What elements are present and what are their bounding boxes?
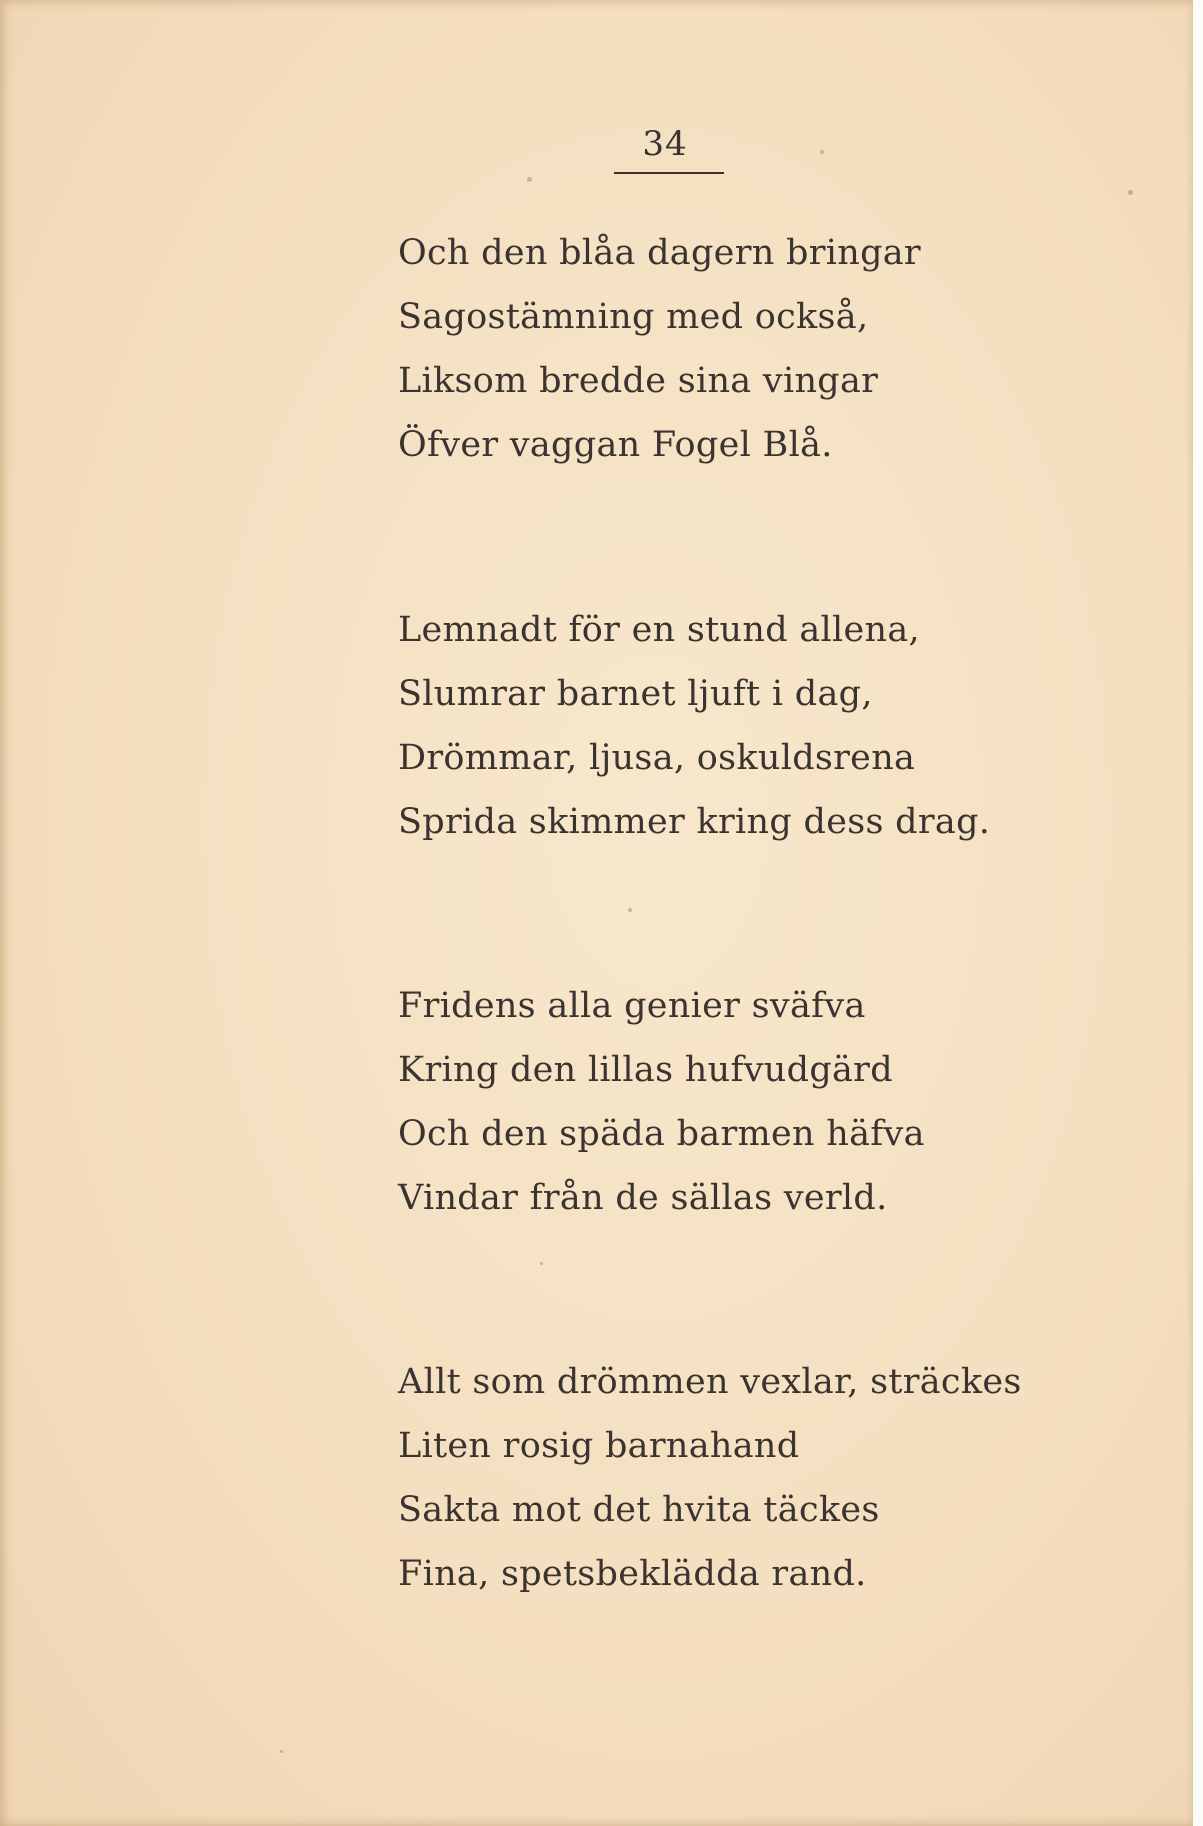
- poem-line: Vindar från de sällas verld.: [398, 1178, 888, 1218]
- paper-speck: [540, 1262, 543, 1265]
- poem-line: Drömmar, ljusa, oskuldsrena: [398, 738, 916, 778]
- stanza-3: [398, 974, 925, 1230]
- poem-line: Lemnadt för en stund allena,: [398, 610, 920, 650]
- poem-line: Och den späda barmen häfva: [398, 1114, 925, 1154]
- poem-line: Fridens alla genier sväfva: [398, 986, 866, 1026]
- poem-line: Sprida skimmer kring dess drag.: [398, 802, 991, 842]
- stanza-1: [398, 221, 921, 477]
- paper-speck: [1128, 190, 1133, 195]
- poem-line: Sakta mot det hvita täckes: [398, 1490, 880, 1530]
- page-number-rule: [614, 172, 724, 174]
- stanza-2: [398, 598, 990, 854]
- poem-line: Öfver vaggan Fogel Blå.: [398, 425, 833, 465]
- paper-speck: [527, 177, 532, 182]
- poem-line: Liten rosig barnahand: [398, 1426, 800, 1466]
- poem-line: Sagostämning med också,: [398, 297, 869, 337]
- paper-speck: [280, 1750, 283, 1753]
- poem-line: Fina, spetsbeklädda rand.: [398, 1554, 867, 1594]
- paper-speck: [628, 908, 632, 912]
- stanza-4: [398, 1350, 1022, 1606]
- poem-line: Slumrar barnet ljuft i dag,: [398, 674, 873, 714]
- poem-line: Och den blåa dagern bringar: [398, 233, 921, 273]
- poem-line: Allt som drömmen vexlar, sträckes: [398, 1362, 1022, 1402]
- poem-line: Liksom bredde sina vingar: [398, 361, 879, 401]
- poem-line: Kring den lillas hufvudgärd: [398, 1050, 893, 1090]
- page-number: 34: [642, 124, 688, 164]
- paper-speck: [820, 150, 824, 154]
